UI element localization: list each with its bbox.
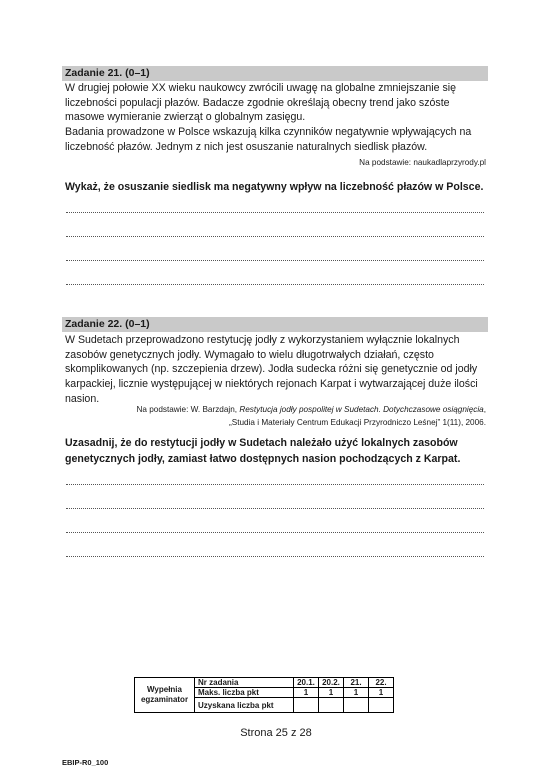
page-number: Strona 25 z 28 bbox=[240, 727, 312, 739]
task-22-paragraph-1: W Sudetach przeprowadzono restytucję jodły z wykorzystaniem wyłącznie lokalnych zasobów genetycznych jodły. Wymagało to wielu długotrwałych działań, często skomplikowanych (np. szczepienia drzew). Jodła sudecka różni się genetycznie od jodły karpackiej, licznie występującej w niektórych rejonach Karpat i wytwarzającej duże ilości nasion. bbox=[65, 334, 478, 405]
task-22-source-title: Restytucja jodły pospolitej w Sudetach. Dotychczasowe osiągnięcia bbox=[239, 405, 484, 414]
answer-line[interactable] bbox=[66, 236, 484, 237]
task-21-paragraph-1: W drugiej połowie XX wieku naukowcy zwrócili uwagę na globalne zmniejszanie się liczebności populacji płazów. Badacze zgodnie określają obecny trend jako szóste masowe wymieranie zwierząt o globalnym zasięgu. bbox=[65, 82, 456, 124]
max-points-label: Maks. liczba pkt bbox=[195, 688, 294, 698]
answer-line[interactable] bbox=[66, 532, 484, 533]
task-22-source bbox=[136, 404, 486, 429]
task-number-cell: 20.2. bbox=[319, 678, 344, 688]
grading-table bbox=[134, 677, 394, 713]
task-21-source: Na podstawie: naukadlaprzyrody.pl bbox=[359, 158, 486, 167]
max-points-cell: 1 bbox=[294, 688, 319, 698]
task-22-source-suffix: , bbox=[483, 405, 486, 414]
task-22-header: Zadanie 22. (0–1) bbox=[62, 317, 488, 332]
task-22-source-prefix: Na podstawie: W. Barzdajn, bbox=[136, 405, 240, 414]
task-22-source-line2: „Studia i Materiały Centrum Edukacji Przyrodniczo Leśnej” 1(11), 2006. bbox=[229, 417, 486, 427]
task-21-question: Wykaż, że osuszanie siedlisk ma negatywny wpływ na liczebność płazów w Polsce. bbox=[65, 181, 484, 193]
obtained-points-label: Uzyskana liczba pkt bbox=[195, 698, 294, 713]
task-number-cell: 20.1. bbox=[294, 678, 319, 688]
obtained-points-cell[interactable] bbox=[319, 698, 344, 713]
max-points-cell: 1 bbox=[369, 688, 394, 698]
obtained-points-cell[interactable] bbox=[294, 698, 319, 713]
answer-line[interactable] bbox=[66, 484, 484, 485]
answer-line[interactable] bbox=[66, 508, 484, 509]
task-number-label: Nr zadania bbox=[195, 678, 294, 688]
grading-row-tasks bbox=[135, 678, 394, 688]
task-number-cell: 21. bbox=[344, 678, 369, 688]
answer-line[interactable] bbox=[66, 212, 484, 213]
obtained-points-cell[interactable] bbox=[369, 698, 394, 713]
exam-code: EBIP-R0_100 bbox=[62, 758, 109, 767]
max-points-cell: 1 bbox=[344, 688, 369, 698]
answer-line[interactable] bbox=[66, 284, 484, 285]
grading-label: Wypełnia egzaminator bbox=[135, 678, 195, 713]
task-21-paragraph-2: Badania prowadzone w Polsce wskazują kilka czynników negatywnie wpływających na liczebność płazów. Jednym z nich jest osuszanie naturalnych siedlisk płazów. bbox=[65, 126, 472, 153]
max-points-cell: 1 bbox=[319, 688, 344, 698]
task-number-cell: 22. bbox=[369, 678, 394, 688]
task-22-question: Uzasadnij, że do restytucji jodły w Sudetach należało użyć lokalnych zasobów genetycznych jodły, zamiast łatwo dostępnych nasion pochodzących z Karpat. bbox=[65, 437, 461, 465]
obtained-points-cell[interactable] bbox=[344, 698, 369, 713]
answer-line[interactable] bbox=[66, 556, 484, 557]
task-21-header: Zadanie 21. (0–1) bbox=[62, 66, 488, 81]
answer-line[interactable] bbox=[66, 260, 484, 261]
